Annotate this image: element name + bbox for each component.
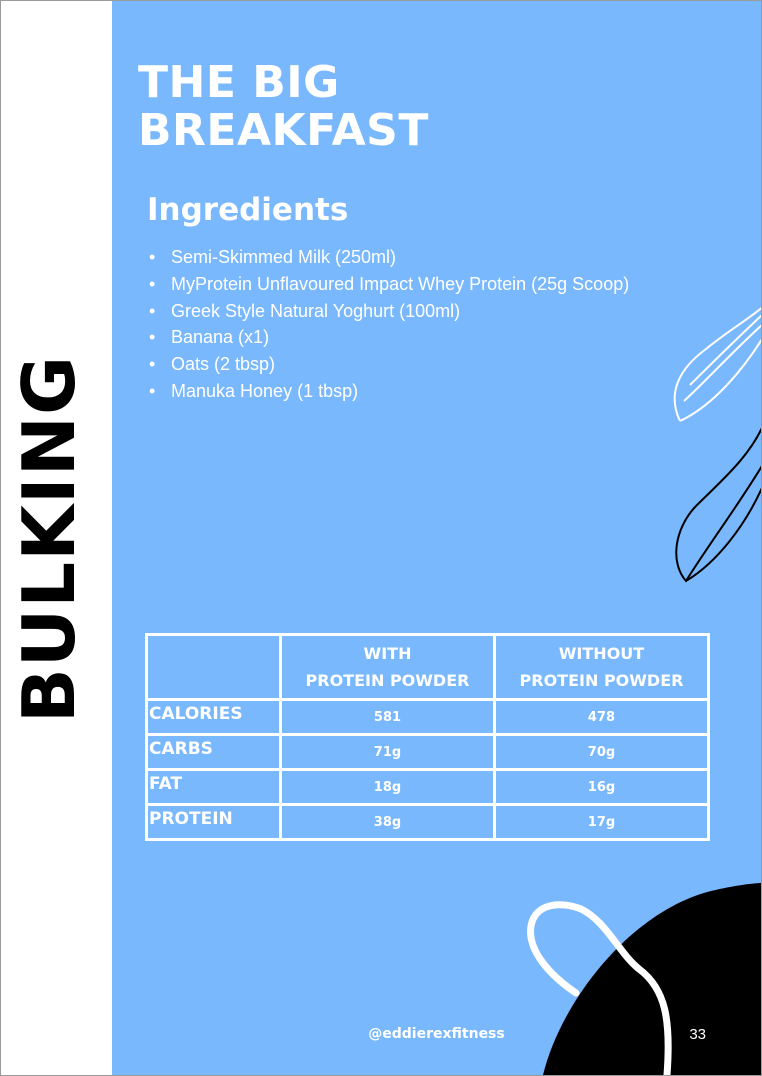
table-corner-cell — [147, 635, 281, 700]
value-without: 478 — [495, 700, 709, 735]
ingredients-list — [145, 244, 629, 405]
ingredient-item: • MyProtein Unflavoured Impact Whey Protein (25g Scoop) — [145, 271, 629, 298]
table-row — [147, 700, 709, 735]
value-without: 16g — [495, 770, 709, 805]
ingredients-heading: Ingredients — [147, 192, 349, 228]
column-header-line: WITHOUT — [558, 644, 645, 663]
value-without: 17g — [495, 805, 709, 840]
ingredient-item: • Semi-Skimmed Milk (250ml) — [145, 244, 629, 271]
ingredient-item: • Greek Style Natural Yoghurt (100ml) — [145, 298, 629, 325]
leaf-illustration — [666, 301, 761, 591]
recipe-title-line1: THE BIG — [138, 57, 340, 108]
column-header-line: WITH — [363, 644, 412, 663]
table-row — [147, 805, 709, 840]
recipe-panel — [112, 1, 761, 1075]
ingredient-item: • Oats (2 tbsp) — [145, 351, 629, 378]
recipe-title — [138, 59, 429, 155]
side-strip — [1, 1, 112, 1075]
row-label: PROTEIN — [147, 805, 281, 840]
column-header-without — [495, 635, 709, 700]
table-row — [147, 735, 709, 770]
ingredient-item: • Manuka Honey (1 tbsp) — [145, 378, 629, 405]
value-with: 18g — [281, 770, 495, 805]
blob-illustration — [521, 881, 761, 1075]
value-without: 70g — [495, 735, 709, 770]
column-header-line: PROTEIN POWDER — [305, 671, 470, 690]
row-label: CALORIES — [147, 700, 281, 735]
ingredient-item: • Banana (x1) — [145, 324, 629, 351]
column-header-line: PROTEIN POWDER — [519, 671, 684, 690]
table-row — [147, 770, 709, 805]
section-label: BULKING — [7, 354, 91, 724]
social-handle: @eddierexfitness — [368, 1026, 505, 1042]
page-number: 33 — [689, 1026, 706, 1043]
nutrition-table — [145, 633, 710, 841]
column-header-with — [281, 635, 495, 700]
row-label: CARBS — [147, 735, 281, 770]
table-header-row — [147, 635, 709, 700]
recipe-title-line2: BREAKFAST — [138, 105, 429, 156]
value-with: 38g — [281, 805, 495, 840]
value-with: 71g — [281, 735, 495, 770]
value-with: 581 — [281, 700, 495, 735]
row-label: FAT — [147, 770, 281, 805]
